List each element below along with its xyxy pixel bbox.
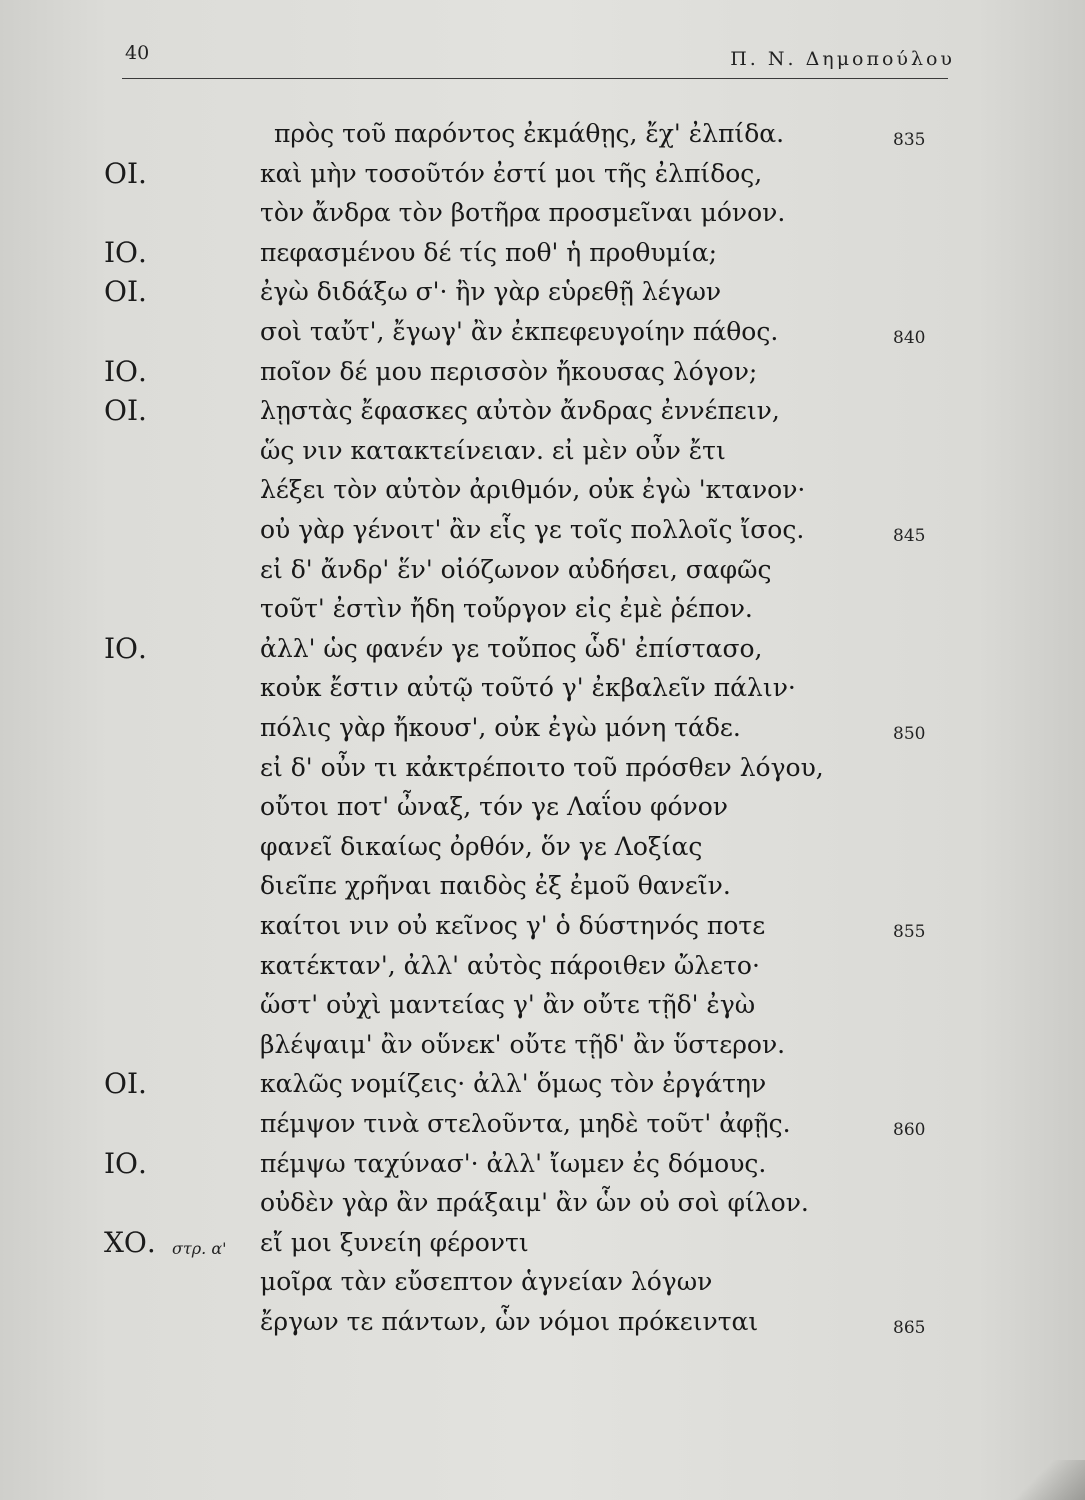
- verse-line: [0, 946, 1085, 986]
- verse-line: [0, 629, 1085, 669]
- speaker-label: ΟΙ.: [104, 394, 147, 427]
- verse-text: ἀλλ' ὡς φανέν γε τοὔπος ὧδ' ἐπίστασο,: [260, 634, 763, 663]
- verse-text: εἴ μοι ξυνείη φέροντι: [260, 1228, 529, 1257]
- verse-text: πέμψω ταχύνασ'· ἀλλ' ἴωμεν ἐς δόμους.: [260, 1149, 767, 1178]
- verse-line: [0, 1104, 1085, 1144]
- speaker-label: ΟΙ.: [104, 157, 147, 190]
- verse-text: καίτοι νιν οὐ κεῖνος γ' ὁ δύστηνός ποτε: [260, 911, 766, 940]
- verse-text: οὔτοι ποτ' ὦναξ, τόν γε Λαΐου φόνον: [260, 792, 728, 821]
- verse-text: πρὸς τοῦ παρόντος ἐκμάθῃς, ἔχ' ἐλπίδα.: [274, 119, 785, 148]
- verse-text: ἔργων τε πάντων, ὧν νόμοι πρόκεινται: [260, 1307, 759, 1336]
- verse-text: τοῦτ' ἐστὶν ἤδη τοὔργον εἰς ἐμὲ ῥέπον.: [260, 594, 753, 623]
- verse-text: φανεῖ δικαίως ὀρθόν, ὅν γε Λοξίας: [260, 832, 703, 861]
- verse-line: [0, 114, 1085, 154]
- verse-text: διεῖπε χρῆναι παιδὸς ἐξ ἐμοῦ θανεῖν.: [260, 871, 731, 900]
- verse-text: πεφασμένου δέ τίς ποθ' ἡ προθυμία;: [260, 238, 718, 267]
- verse-line: [0, 589, 1085, 629]
- verse-line: [0, 1262, 1085, 1302]
- speaker-label: ΟΙ.: [104, 275, 147, 308]
- line-number: 835: [893, 130, 926, 150]
- verse-text: οὐ γὰρ γένοιτ' ἂν εἷς γε τοῖς πολλοῖς ἴσος.: [260, 515, 805, 544]
- verse-text: ποῖον δέ μου περισσὸν ἤκουσας λόγον;: [260, 357, 758, 386]
- verse-text: εἰ δ' ἄνδρ' ἕν' οἰόζωνον αὐδήσει, σαφῶς: [260, 555, 772, 584]
- verse-line: [0, 1144, 1085, 1184]
- verse-text: τὸν ἄνδρα τὸν βοτῆρα προσμεῖναι μόνον.: [260, 198, 786, 227]
- line-number: 860: [893, 1120, 926, 1140]
- verse-line: [0, 233, 1085, 273]
- verse-line: [0, 154, 1085, 194]
- header-rule: [122, 78, 948, 79]
- verse-text: πέμψον τινὰ στελοῦντα, μηδὲ τοῦτ' ἀφῇς.: [260, 1109, 791, 1138]
- verse-text: ἐγὼ διδάξω σ'· ἢν γὰρ εὑρεθῇ λέγων: [260, 277, 722, 306]
- verse-line: [0, 431, 1085, 471]
- speaker-label: ΙΟ.: [104, 1147, 147, 1180]
- page-header: [125, 40, 955, 80]
- verse-line: [0, 1223, 1085, 1263]
- verse-line: [0, 748, 1085, 788]
- page-number: 40: [125, 42, 150, 64]
- verse-line: [0, 1183, 1085, 1223]
- page-corner-shadow: [1005, 1460, 1085, 1500]
- line-number: 845: [893, 526, 926, 546]
- verse-text: κοὐκ ἔστιν αὐτῷ τοῦτό γ' ἐκβαλεῖν πάλιν·: [260, 673, 796, 702]
- verse-line: [0, 391, 1085, 431]
- strophe-label: στρ. α': [172, 1239, 227, 1258]
- speaker-label: ΙΟ.: [104, 355, 147, 388]
- speaker-label: ΧΟ.: [104, 1226, 156, 1259]
- verse-line: [0, 352, 1085, 392]
- verse-line: [0, 827, 1085, 867]
- running-head: Π. Ν. Δημοπούλου: [730, 48, 955, 70]
- verse-line: [0, 470, 1085, 510]
- verse-line: [0, 193, 1085, 233]
- verse-text: οὐδὲν γὰρ ἂν πράξαιμ' ἂν ὧν οὐ σοὶ φίλον.: [260, 1188, 809, 1217]
- verse-text: κατέκταν', ἀλλ' αὐτὸς πάροιθεν ὤλετο·: [260, 951, 760, 980]
- verse-text: σοὶ ταὔτ', ἔγωγ' ἂν ἐκπεφευγοίην πάθος.: [260, 317, 779, 346]
- verse-line: [0, 985, 1085, 1025]
- verse-text: μοῖρα τὰν εὔσεπτον ἁγνείαν λόγων: [260, 1267, 713, 1296]
- verse-line: [0, 866, 1085, 906]
- verse-line: [0, 1302, 1085, 1342]
- verse-line: [0, 1025, 1085, 1065]
- line-number: 850: [893, 724, 926, 744]
- verse-line: [0, 550, 1085, 590]
- line-number: 855: [893, 922, 926, 942]
- verse-line: [0, 668, 1085, 708]
- verse-text: ὥς νιν κατακτείνειαν. εἰ μὲν οὖν ἔτι: [260, 436, 726, 465]
- verse-line: [0, 312, 1085, 352]
- verse-line: [0, 272, 1085, 312]
- speaker-label: ΙΟ.: [104, 632, 147, 665]
- verse-text: καὶ μὴν τοσοῦτόν ἐστί μοι τῆς ἐλπίδος,: [260, 159, 763, 188]
- line-number: 840: [893, 328, 926, 348]
- verse-line: [0, 510, 1085, 550]
- verse-text: καλῶς νομίζεις· ἀλλ' ὅμως τὸν ἐργάτην: [260, 1069, 767, 1098]
- verse-text: λέξει τὸν αὐτὸν ἀριθμόν, οὐκ ἐγὼ 'κτανον·: [260, 475, 806, 504]
- speaker-label: ΙΟ.: [104, 236, 147, 269]
- verse-text: πόλις γὰρ ἤκουσ', οὐκ ἐγὼ μόνη τάδε.: [260, 713, 741, 742]
- line-number: 865: [893, 1318, 926, 1338]
- verse-line: [0, 708, 1085, 748]
- verse-line: [0, 787, 1085, 827]
- verse-text: λῃστὰς ἔφασκες αὐτὸν ἄνδρας ἐννέπειν,: [260, 396, 780, 425]
- verse-text: εἰ δ' οὖν τι κἀκτρέποιτο τοῦ πρόσθεν λόγου,: [260, 753, 824, 782]
- verse-line: [0, 1064, 1085, 1104]
- verse-line: [0, 906, 1085, 946]
- verse-text: ὥστ' οὐχὶ μαντείας γ' ἂν οὔτε τῇδ' ἐγὼ: [260, 990, 756, 1019]
- speaker-label: ΟΙ.: [104, 1067, 147, 1100]
- verse-text: βλέψαιμ' ἂν οὕνεκ' οὔτε τῇδ' ἂν ὕστερον.: [260, 1030, 786, 1059]
